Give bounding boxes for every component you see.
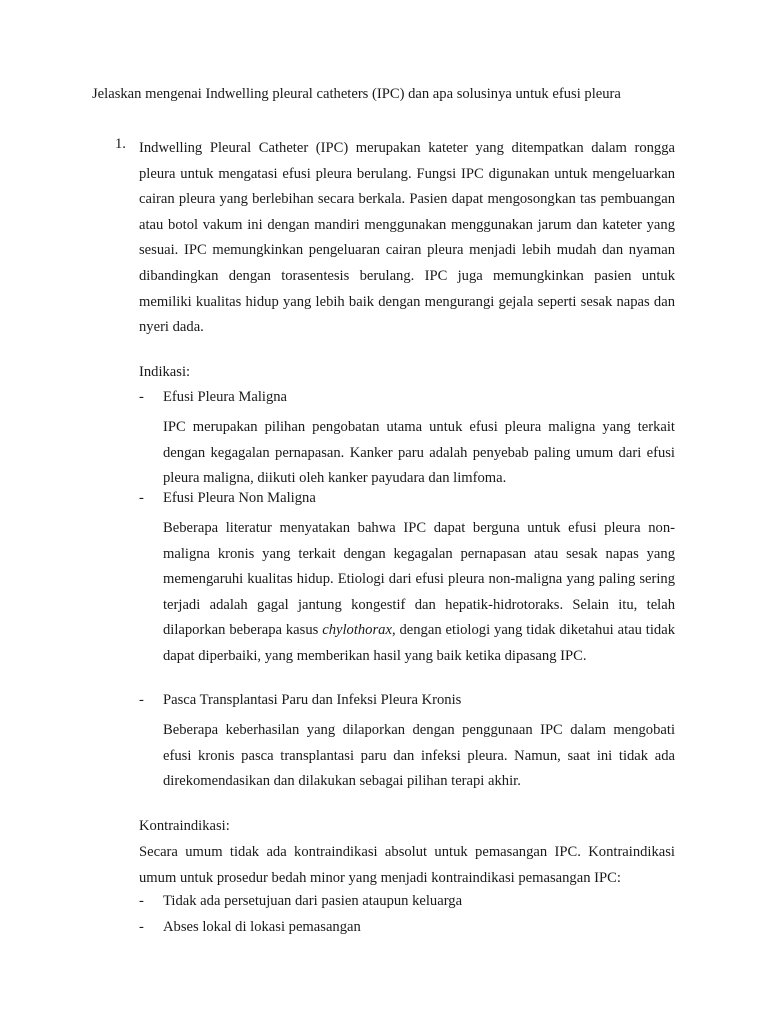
dash-marker: - [139,490,144,506]
kontraindikasi-heading: Kontraindikasi: [139,818,230,834]
indikasi-item-description: Beberapa keberhasilan yang dilaporkan dengan penggunaan IPC dalam mengobati efusi kronis pasca transplantasi paru dan infeksi pleura. Namun, saat ini tidak ada direkomendasikan dan dilakukan sebagai pilihan terapi akhir. [163,722,675,790]
dash-marker: - [139,389,144,405]
indikasi-item-title: Efusi Pleura Non Maligna [163,490,316,506]
chylothorax-term: chylothorax [322,622,392,639]
indikasi-item-title: Efusi Pleura Maligna [163,389,288,405]
ipc-definition-paragraph: Indwelling Pleural Catheter (IPC) merupakan kateter yang ditempatkan dalam rongga pleura untuk mengatasi efusi pleura berulang. Fungsi IPC digunakan untuk mengeluarkan cairan pleura yang berlebihan secara berkala. Pasien dapat mengosongkan tas pembuangan atau botol vakum ini dengan mandiri menggunakan menggunakan jarum dan kateter yang sesuai. IPC memungkinkan pengeluaran cairan pleura menjadi lebih mudah dan nyaman dibandingkan dengan torasentesis berulang. IPC juga memungkinkan pasien untuk memiliki kualitas hidup yang lebih baik dengan mengurangi gejala seperti sesak napas dan nyeri dada. [139,140,675,336]
question-heading: Jelaskan mengenai Indwelling pleural catheters (IPC) dan apa solusinya untuk efusi pleura [92,86,621,102]
dash-marker: - [139,919,144,935]
indikasi-item-description: IPC merupakan pilihan pengobatan utama untuk efusi pleura maligna yang terkait dengan kegagalan pernapasan. Kanker paru adalah penyebab paling umum dari efusi pleura maligna, diikuti oleh kanker payudara dan limfoma. [163,419,675,487]
dash-marker: - [139,692,144,708]
indikasi-item-title: Pasca Transplantasi Paru dan Infeksi Pleura Kronis [163,692,462,708]
indikasi-item-description: Beberapa literatur menyatakan bahwa IPC dapat berguna untuk efusi pleura non-maligna kronis yang terkait dengan kegagalan pernapasan atau sesak napas yang memengaruhi kualitas hidup. Etiologi dari efusi pleura non-maligna yang paling sering terjadi adalah gagal jantung kongestif dan hepatik-hidrotoraks. Selain itu, telah dilaporkan beberapa kasus chylothorax, dengan etiologi yang tidak diketahui atau tidak dapat diperbaiki, yang memberikan hasil yang baik ketika dipasang IPC. [163,520,675,664]
kontraindikasi-item-text: Tidak ada persetujuan dari pasien ataupun keluarga [163,893,463,909]
list-number: 1. [115,136,126,152]
kontraindikasi-paragraph: Secara umum tidak ada kontraindikasi absolut untuk pemasangan IPC. Kontraindikasi umum untuk prosedur bedah minor yang menjadi kontraindikasi pemasangan IPC: [139,844,675,886]
dash-marker: - [139,893,144,909]
kontraindikasi-item-text: Abses lokal di lokasi pemasangan [163,919,361,935]
indikasi-heading: Indikasi: [139,364,191,380]
